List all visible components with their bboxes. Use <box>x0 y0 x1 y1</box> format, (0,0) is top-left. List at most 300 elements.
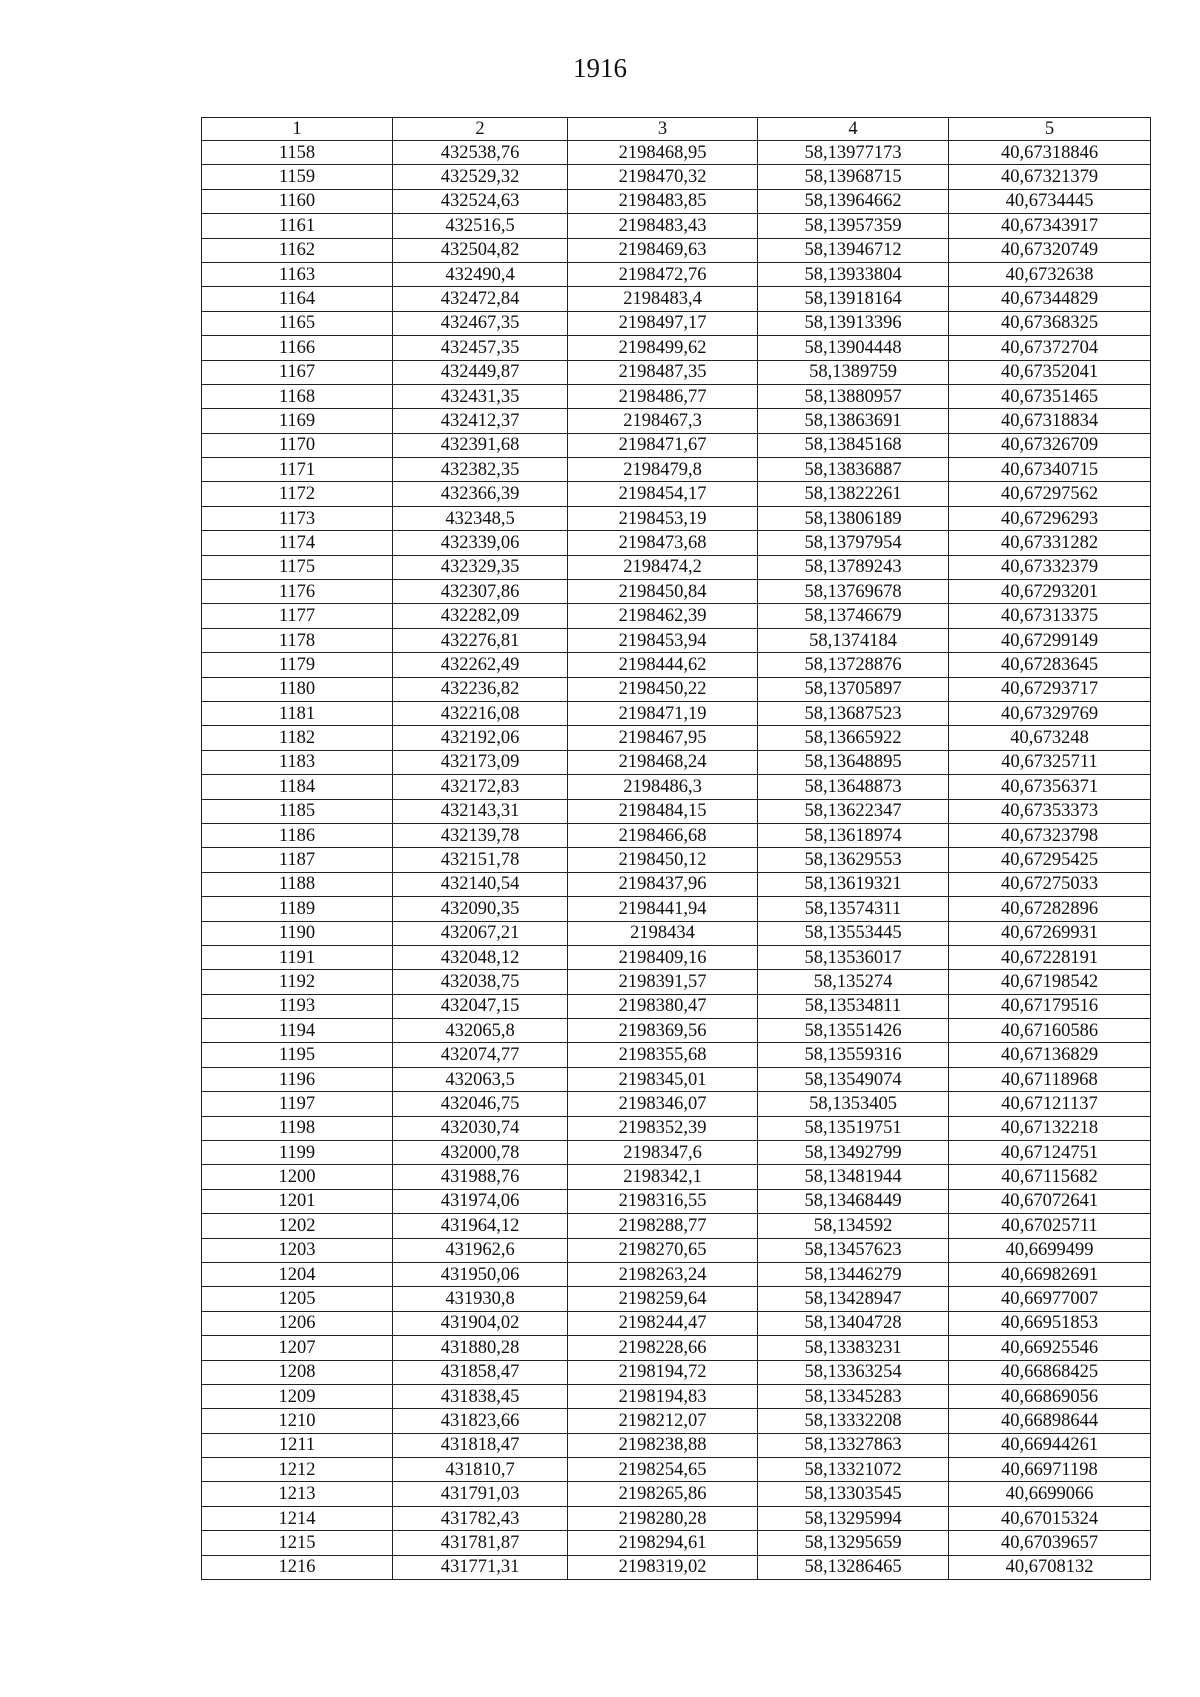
table-cell-col-4: 58,13629553 <box>758 848 949 872</box>
table-cell-col-1: 1206 <box>202 1311 393 1335</box>
table-row <box>202 970 1151 994</box>
table-cell-col-1: 1199 <box>202 1141 393 1165</box>
column-header-3: 3 <box>568 118 758 141</box>
table-cell-col-3: 2198369,56 <box>568 1019 758 1043</box>
table-cell-col-5: 40,67015324 <box>949 1506 1151 1530</box>
table-cell-col-2: 432048,12 <box>393 945 568 969</box>
table-cell-col-2: 432504,82 <box>393 238 568 262</box>
table-cell-col-5: 40,67121137 <box>949 1092 1151 1116</box>
table-cell-col-4: 58,13705897 <box>758 677 949 701</box>
table-cell-col-1: 1176 <box>202 580 393 604</box>
table-cell-col-1: 1209 <box>202 1384 393 1408</box>
table-cell-col-3: 2198471,67 <box>568 433 758 457</box>
table-cell-col-2: 431781,87 <box>393 1531 568 1555</box>
table-cell-col-5: 40,67124751 <box>949 1141 1151 1165</box>
table-row <box>202 384 1151 408</box>
table-cell-col-1: 1192 <box>202 970 393 994</box>
table-row <box>202 238 1151 262</box>
table-cell-col-4: 58,13363254 <box>758 1360 949 1384</box>
table-cell-col-4: 58,13321072 <box>758 1458 949 1482</box>
table-row <box>202 799 1151 823</box>
table-cell-col-3: 2198352,39 <box>568 1116 758 1140</box>
table-row <box>202 1531 1151 1555</box>
table-cell-col-3: 2198450,12 <box>568 848 758 872</box>
table-cell-col-5: 40,67321379 <box>949 165 1151 189</box>
table-cell-col-5: 40,67325711 <box>949 750 1151 774</box>
table-row <box>202 750 1151 774</box>
coordinates-table <box>201 117 1151 1580</box>
table-cell-col-5: 40,67296293 <box>949 506 1151 530</box>
table-cell-col-1: 1215 <box>202 1531 393 1555</box>
table-cell-col-2: 432329,35 <box>393 555 568 579</box>
table-cell-col-5: 40,67353373 <box>949 799 1151 823</box>
table-cell-col-1: 1195 <box>202 1043 393 1067</box>
table-cell-col-4: 58,13553445 <box>758 921 949 945</box>
table-cell-col-3: 2198473,68 <box>568 531 758 555</box>
table-cell-col-4: 58,13648873 <box>758 775 949 799</box>
table-cell-col-2: 432030,74 <box>393 1116 568 1140</box>
table-cell-col-5: 40,67299149 <box>949 628 1151 652</box>
table-row <box>202 1189 1151 1213</box>
table-cell-col-5: 40,67198542 <box>949 970 1151 994</box>
table-cell-col-1: 1183 <box>202 750 393 774</box>
table-cell-col-4: 58,13789243 <box>758 555 949 579</box>
table-cell-col-1: 1173 <box>202 506 393 530</box>
table-row <box>202 1506 1151 1530</box>
table-cell-col-2: 431950,06 <box>393 1262 568 1286</box>
column-header-5: 5 <box>949 118 1151 141</box>
page-number: 1916 <box>573 53 627 83</box>
table-row <box>202 994 1151 1018</box>
table-cell-col-1: 1189 <box>202 897 393 921</box>
table-cell-col-2: 431838,45 <box>393 1384 568 1408</box>
table-cell-col-4: 58,13295994 <box>758 1506 949 1530</box>
table-cell-col-5: 40,67344829 <box>949 287 1151 311</box>
table-cell-col-4: 58,13492799 <box>758 1141 949 1165</box>
table-cell-col-4: 58,134592 <box>758 1214 949 1238</box>
table-cell-col-5: 40,67368325 <box>949 311 1151 335</box>
table-cell-col-1: 1170 <box>202 433 393 457</box>
table-row <box>202 653 1151 677</box>
table-cell-col-5: 40,6732638 <box>949 262 1151 286</box>
table-cell-col-5: 40,66977007 <box>949 1287 1151 1311</box>
table-cell-col-1: 1177 <box>202 604 393 628</box>
table-cell-col-3: 2198347,6 <box>568 1141 758 1165</box>
table-cell-col-4: 58,13468449 <box>758 1189 949 1213</box>
table-cell-col-4: 58,13428947 <box>758 1287 949 1311</box>
table-cell-col-4: 58,13933804 <box>758 262 949 286</box>
table-cell-col-1: 1210 <box>202 1409 393 1433</box>
table-row <box>202 165 1151 189</box>
table-cell-col-2: 432276,81 <box>393 628 568 652</box>
table-cell-col-1: 1164 <box>202 287 393 311</box>
table-cell-col-3: 2198466,68 <box>568 823 758 847</box>
table-cell-col-4: 58,13551426 <box>758 1019 949 1043</box>
table-cell-col-4: 58,135274 <box>758 970 949 994</box>
table-cell-col-3: 2198355,68 <box>568 1043 758 1067</box>
table-cell-col-1: 1211 <box>202 1433 393 1457</box>
table-cell-col-4: 58,13404728 <box>758 1311 949 1335</box>
table-row <box>202 628 1151 652</box>
table-cell-col-1: 1208 <box>202 1360 393 1384</box>
table-cell-col-5: 40,6708132 <box>949 1555 1151 1579</box>
table-cell-col-5: 40,66925546 <box>949 1336 1151 1360</box>
table-cell-col-1: 1169 <box>202 409 393 433</box>
table-cell-col-3: 2198487,35 <box>568 360 758 384</box>
table-cell-col-4: 58,13797954 <box>758 531 949 555</box>
table-cell-col-4: 58,13574311 <box>758 897 949 921</box>
table-row <box>202 458 1151 482</box>
table-cell-col-4: 58,13918164 <box>758 287 949 311</box>
table-cell-col-4: 58,13345283 <box>758 1384 949 1408</box>
table-cell-col-4: 58,13728876 <box>758 653 949 677</box>
table-cell-col-1: 1190 <box>202 921 393 945</box>
table-cell-col-1: 1214 <box>202 1506 393 1530</box>
table-cell-col-1: 1179 <box>202 653 393 677</box>
table-cell-col-2: 432366,39 <box>393 482 568 506</box>
table-row <box>202 1165 1151 1189</box>
table-row <box>202 580 1151 604</box>
table-cell-col-4: 58,13806189 <box>758 506 949 530</box>
table-cell-col-3: 2198288,77 <box>568 1214 758 1238</box>
table-cell-col-2: 432047,15 <box>393 994 568 1018</box>
column-header-1: 1 <box>202 118 393 141</box>
table-cell-col-2: 432431,35 <box>393 384 568 408</box>
table-cell-col-2: 432074,77 <box>393 1043 568 1067</box>
table-cell-col-1: 1165 <box>202 311 393 335</box>
table-cell-col-4: 58,1353405 <box>758 1092 949 1116</box>
table-row <box>202 1214 1151 1238</box>
table-cell-col-4: 58,13769678 <box>758 580 949 604</box>
table-cell-col-5: 40,66869056 <box>949 1384 1151 1408</box>
table-cell-col-5: 40,67331282 <box>949 531 1151 555</box>
table-cell-col-5: 40,673248 <box>949 726 1151 750</box>
table-cell-col-3: 2198469,63 <box>568 238 758 262</box>
table-cell-col-3: 2198265,86 <box>568 1482 758 1506</box>
table-cell-col-2: 432529,32 <box>393 165 568 189</box>
table-row <box>202 872 1151 896</box>
header-row <box>202 118 1151 141</box>
table-cell-col-5: 40,67228191 <box>949 945 1151 969</box>
table-cell-col-3: 2198391,57 <box>568 970 758 994</box>
table-cell-col-1: 1168 <box>202 384 393 408</box>
table-cell-col-2: 432143,31 <box>393 799 568 823</box>
table-cell-col-1: 1162 <box>202 238 393 262</box>
table-cell-col-5: 40,67072641 <box>949 1189 1151 1213</box>
table-cell-col-1: 1158 <box>202 141 393 165</box>
table-cell-col-4: 58,13519751 <box>758 1116 949 1140</box>
table-cell-col-5: 40,67039657 <box>949 1531 1151 1555</box>
table-row <box>202 1043 1151 1067</box>
table-row <box>202 1384 1151 1408</box>
table-cell-col-5: 40,66971198 <box>949 1458 1151 1482</box>
table-row <box>202 1311 1151 1335</box>
table-cell-col-1: 1216 <box>202 1555 393 1579</box>
table-cell-col-4: 58,13619321 <box>758 872 949 896</box>
table-cell-col-2: 431771,31 <box>393 1555 568 1579</box>
table-cell-col-5: 40,67318834 <box>949 409 1151 433</box>
table-cell-col-2: 432391,68 <box>393 433 568 457</box>
table-cell-col-3: 2198486,77 <box>568 384 758 408</box>
table-row <box>202 823 1151 847</box>
table-cell-col-1: 1175 <box>202 555 393 579</box>
table-row <box>202 409 1151 433</box>
table-cell-col-5: 40,67351465 <box>949 384 1151 408</box>
table-cell-col-2: 431964,12 <box>393 1214 568 1238</box>
table-cell-col-5: 40,67320749 <box>949 238 1151 262</box>
table-cell-col-2: 432348,5 <box>393 506 568 530</box>
table-cell-col-4: 58,13295659 <box>758 1531 949 1555</box>
table-row <box>202 604 1151 628</box>
table-cell-col-1: 1182 <box>202 726 393 750</box>
table-cell-col-3: 2198441,94 <box>568 897 758 921</box>
table-row <box>202 1116 1151 1140</box>
table-cell-col-2: 431782,43 <box>393 1506 568 1530</box>
table-cell-col-1: 1163 <box>202 262 393 286</box>
table-cell-col-2: 431791,03 <box>393 1482 568 1506</box>
table-cell-col-2: 431974,06 <box>393 1189 568 1213</box>
table-cell-col-4: 58,13904448 <box>758 336 949 360</box>
table-cell-col-1: 1166 <box>202 336 393 360</box>
table-cell-col-2: 432516,5 <box>393 214 568 238</box>
table-cell-col-2: 432038,75 <box>393 970 568 994</box>
table-cell-col-3: 2198462,39 <box>568 604 758 628</box>
table-cell-col-4: 58,13286465 <box>758 1555 949 1579</box>
table-row <box>202 189 1151 213</box>
table-cell-col-4: 58,13913396 <box>758 311 949 335</box>
table-cell-col-3: 2198316,55 <box>568 1189 758 1213</box>
table-cell-col-1: 1191 <box>202 945 393 969</box>
table-cell-col-3: 2198467,95 <box>568 726 758 750</box>
table-cell-col-5: 40,67283645 <box>949 653 1151 677</box>
table-row <box>202 336 1151 360</box>
table-cell-col-3: 2198450,22 <box>568 677 758 701</box>
table-row <box>202 214 1151 238</box>
table-row <box>202 141 1151 165</box>
table-cell-col-3: 2198280,28 <box>568 1506 758 1530</box>
table-cell-col-1: 1188 <box>202 872 393 896</box>
table-row <box>202 1409 1151 1433</box>
table-cell-col-5: 40,66898644 <box>949 1409 1151 1433</box>
table-row <box>202 1433 1151 1457</box>
table-cell-col-3: 2198212,07 <box>568 1409 758 1433</box>
table-cell-col-4: 58,13622347 <box>758 799 949 823</box>
table-cell-col-2: 432063,5 <box>393 1067 568 1091</box>
table-cell-col-5: 40,67340715 <box>949 458 1151 482</box>
table-cell-col-5: 40,66951853 <box>949 1311 1151 1335</box>
table-row <box>202 921 1151 945</box>
table-cell-col-3: 2198470,32 <box>568 165 758 189</box>
table-cell-col-5: 40,67326709 <box>949 433 1151 457</box>
table-cell-col-2: 432046,75 <box>393 1092 568 1116</box>
table-cell-col-1: 1196 <box>202 1067 393 1091</box>
table-cell-col-2: 432457,35 <box>393 336 568 360</box>
table-cell-col-2: 432262,49 <box>393 653 568 677</box>
table-cell-col-3: 2198346,07 <box>568 1092 758 1116</box>
table-cell-col-1: 1160 <box>202 189 393 213</box>
table-cell-col-4: 58,13845168 <box>758 433 949 457</box>
table-cell-col-5: 40,67329769 <box>949 701 1151 725</box>
table-cell-col-5: 40,67132218 <box>949 1116 1151 1140</box>
table-row <box>202 1262 1151 1286</box>
table-cell-col-2: 432065,8 <box>393 1019 568 1043</box>
table-row <box>202 1336 1151 1360</box>
table-cell-col-4: 58,13383231 <box>758 1336 949 1360</box>
table-cell-col-1: 1174 <box>202 531 393 555</box>
table-cell-col-5: 40,67356371 <box>949 775 1151 799</box>
table-cell-col-3: 2198467,3 <box>568 409 758 433</box>
table-cell-col-2: 432236,82 <box>393 677 568 701</box>
table-cell-col-3: 2198472,76 <box>568 262 758 286</box>
table-cell-col-3: 2198474,2 <box>568 555 758 579</box>
table-cell-col-3: 2198194,83 <box>568 1384 758 1408</box>
table-cell-col-3: 2198254,65 <box>568 1458 758 1482</box>
table-cell-col-4: 58,13457623 <box>758 1238 949 1262</box>
table-cell-col-2: 432173,09 <box>393 750 568 774</box>
table-cell-col-2: 431818,47 <box>393 1433 568 1457</box>
table-cell-col-2: 431880,28 <box>393 1336 568 1360</box>
table-cell-col-1: 1178 <box>202 628 393 652</box>
table-row <box>202 1360 1151 1384</box>
table-cell-col-5: 40,67295425 <box>949 848 1151 872</box>
table-cell-col-3: 2198194,72 <box>568 1360 758 1384</box>
table-cell-col-3: 2198497,17 <box>568 311 758 335</box>
table-cell-col-4: 58,13481944 <box>758 1165 949 1189</box>
table-cell-col-3: 2198444,62 <box>568 653 758 677</box>
table-cell-col-3: 2198486,3 <box>568 775 758 799</box>
table-cell-col-2: 431988,76 <box>393 1165 568 1189</box>
table-cell-col-4: 58,13327863 <box>758 1433 949 1457</box>
table-cell-col-3: 2198453,19 <box>568 506 758 530</box>
table-row <box>202 1238 1151 1262</box>
table-cell-col-2: 432339,06 <box>393 531 568 555</box>
table-cell-col-5: 40,67136829 <box>949 1043 1151 1067</box>
table-cell-col-5: 40,6699066 <box>949 1482 1151 1506</box>
table-row <box>202 775 1151 799</box>
table-cell-col-4: 58,13332208 <box>758 1409 949 1433</box>
table-cell-col-5: 40,66982691 <box>949 1262 1151 1286</box>
table-cell-col-1: 1186 <box>202 823 393 847</box>
table-cell-col-4: 58,13618974 <box>758 823 949 847</box>
table-cell-col-2: 432192,06 <box>393 726 568 750</box>
table-cell-col-5: 40,67323798 <box>949 823 1151 847</box>
table-cell-col-1: 1159 <box>202 165 393 189</box>
table-cell-col-2: 432067,21 <box>393 921 568 945</box>
table-header <box>202 118 1151 141</box>
table-cell-col-3: 2198468,24 <box>568 750 758 774</box>
table-cell-col-1: 1181 <box>202 701 393 725</box>
table-cell-col-3: 2198319,02 <box>568 1555 758 1579</box>
table-cell-col-5: 40,67025711 <box>949 1214 1151 1238</box>
table-row <box>202 945 1151 969</box>
table-cell-col-2: 431810,7 <box>393 1458 568 1482</box>
table-cell-col-4: 58,13746679 <box>758 604 949 628</box>
table-row <box>202 482 1151 506</box>
table-cell-col-1: 1193 <box>202 994 393 1018</box>
table-cell-col-5: 40,67372704 <box>949 336 1151 360</box>
table-cell-col-1: 1194 <box>202 1019 393 1043</box>
table-cell-col-2: 432524,63 <box>393 189 568 213</box>
table-cell-col-5: 40,67179516 <box>949 994 1151 1018</box>
table-cell-col-1: 1198 <box>202 1116 393 1140</box>
table-cell-col-3: 2198454,17 <box>568 482 758 506</box>
table-cell-col-5: 40,67269931 <box>949 921 1151 945</box>
table-cell-col-2: 432490,4 <box>393 262 568 286</box>
table-cell-col-1: 1212 <box>202 1458 393 1482</box>
table-cell-col-1: 1207 <box>202 1336 393 1360</box>
table-row <box>202 701 1151 725</box>
table-row <box>202 360 1151 384</box>
table-cell-col-3: 2198479,8 <box>568 458 758 482</box>
table-row <box>202 1019 1151 1043</box>
table-row <box>202 726 1151 750</box>
table-cell-col-4: 58,13648895 <box>758 750 949 774</box>
table-cell-col-3: 2198238,88 <box>568 1433 758 1457</box>
table-cell-col-2: 432151,78 <box>393 848 568 872</box>
table-cell-col-1: 1213 <box>202 1482 393 1506</box>
table-cell-col-2: 431930,8 <box>393 1287 568 1311</box>
table-cell-col-4: 58,13549074 <box>758 1067 949 1091</box>
table-body <box>202 141 1151 1580</box>
table-cell-col-5: 40,67160586 <box>949 1019 1151 1043</box>
table-row <box>202 531 1151 555</box>
column-header-2: 2 <box>393 118 568 141</box>
table-cell-col-3: 2198294,61 <box>568 1531 758 1555</box>
table-cell-col-5: 40,67282896 <box>949 897 1151 921</box>
table-cell-col-3: 2198263,24 <box>568 1262 758 1286</box>
table-cell-col-3: 2198409,16 <box>568 945 758 969</box>
table-cell-col-2: 432412,37 <box>393 409 568 433</box>
table-cell-col-2: 432140,54 <box>393 872 568 896</box>
table-row <box>202 1067 1151 1091</box>
table-cell-col-2: 432472,84 <box>393 287 568 311</box>
table-cell-col-2: 432307,86 <box>393 580 568 604</box>
column-header-4: 4 <box>758 118 949 141</box>
table-row <box>202 433 1151 457</box>
table-cell-col-4: 58,13964662 <box>758 189 949 213</box>
table-cell-col-1: 1203 <box>202 1238 393 1262</box>
table-row <box>202 1141 1151 1165</box>
table-cell-col-4: 58,13836887 <box>758 458 949 482</box>
table-cell-col-5: 40,67313375 <box>949 604 1151 628</box>
table-cell-col-4: 58,13687523 <box>758 701 949 725</box>
table-cell-col-1: 1185 <box>202 799 393 823</box>
table-cell-col-1: 1202 <box>202 1214 393 1238</box>
table-row <box>202 848 1151 872</box>
table-row <box>202 287 1151 311</box>
table-cell-col-4: 58,13303545 <box>758 1482 949 1506</box>
table-cell-col-5: 40,67332379 <box>949 555 1151 579</box>
table-row <box>202 897 1151 921</box>
table-cell-col-3: 2198471,19 <box>568 701 758 725</box>
table-cell-col-2: 432216,08 <box>393 701 568 725</box>
table-cell-col-4: 58,13446279 <box>758 1262 949 1286</box>
table-cell-col-1: 1205 <box>202 1287 393 1311</box>
table-cell-col-4: 58,13559316 <box>758 1043 949 1067</box>
table-cell-col-2: 432467,35 <box>393 311 568 335</box>
table-cell-col-2: 432139,78 <box>393 823 568 847</box>
table-cell-col-5: 40,67343917 <box>949 214 1151 238</box>
table-row <box>202 1482 1151 1506</box>
table-cell-col-2: 431962,6 <box>393 1238 568 1262</box>
table-row <box>202 262 1151 286</box>
table-cell-col-3: 2198483,4 <box>568 287 758 311</box>
table-cell-col-5: 40,67275033 <box>949 872 1151 896</box>
table-cell-col-5: 40,67297562 <box>949 482 1151 506</box>
table-row <box>202 1458 1151 1482</box>
table-cell-col-1: 1161 <box>202 214 393 238</box>
table-cell-col-1: 1200 <box>202 1165 393 1189</box>
